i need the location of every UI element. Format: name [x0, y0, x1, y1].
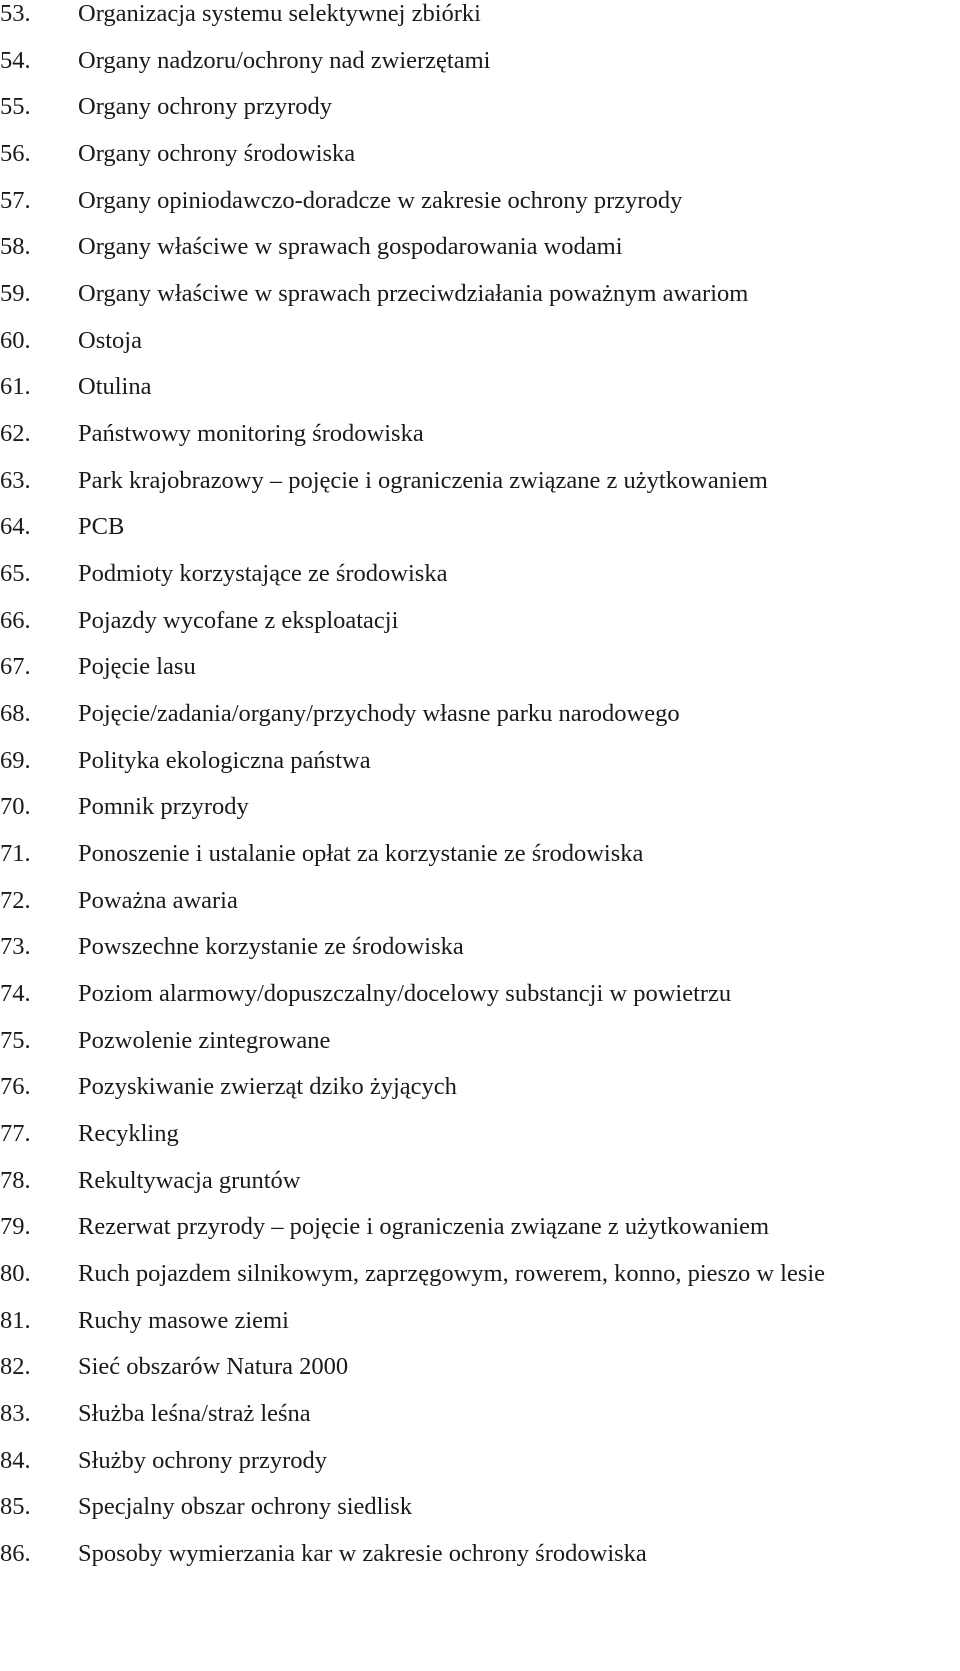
item-text: Pojęcie/zadania/organy/przychody własne parku narodowego: [78, 700, 680, 727]
item-text: Rekultywacja gruntów: [78, 1167, 301, 1194]
list-item: [0, 597, 958, 645]
item-text: Otulina: [78, 373, 152, 400]
item-number: 74.: [0, 980, 31, 1007]
item-number: 66.: [0, 607, 31, 634]
list-item: [0, 690, 958, 738]
list-item: [0, 830, 958, 878]
list-item: [0, 1437, 958, 1485]
list-item: [0, 923, 958, 971]
item-number: 77.: [0, 1120, 31, 1147]
item-number: 73.: [0, 933, 31, 960]
item-number: 60.: [0, 327, 31, 354]
item-text: Organizacja systemu selektywnej zbiórki: [78, 0, 481, 27]
list-item: [0, 37, 958, 85]
item-text: Państwowy monitoring środowiska: [78, 420, 424, 447]
item-number: 70.: [0, 793, 31, 820]
item-number: 65.: [0, 560, 31, 587]
item-text: Specjalny obszar ochrony siedlisk: [78, 1493, 413, 1520]
list-item: [0, 1157, 958, 1205]
item-number: 72.: [0, 887, 31, 914]
list-item: [0, 550, 958, 598]
list-item: [0, 457, 958, 505]
item-text: Sieć obszarów Natura 2000: [78, 1353, 349, 1380]
list-item: [0, 1203, 958, 1251]
item-number: 54.: [0, 47, 31, 74]
item-text: Rezerwat przyrody – pojęcie i ograniczenia związane z użytkowaniem: [78, 1213, 770, 1240]
list-item: [0, 1017, 958, 1065]
item-number: 69.: [0, 747, 31, 774]
item-text: Organy opiniodawczo-doradcze w zakresie ochrony przyrody: [78, 187, 683, 214]
list-item: [0, 1343, 958, 1391]
item-text: Ponoszenie i ustalanie opłat za korzystanie ze środowiska: [78, 840, 644, 867]
item-number: 64.: [0, 513, 31, 540]
list-item: [0, 1390, 958, 1438]
list-item: [0, 1250, 958, 1298]
item-text: Poważna awaria: [78, 887, 238, 914]
item-text: Park krajobrazowy – pojęcie i ograniczenia związane z użytkowaniem: [78, 467, 768, 494]
item-number: 67.: [0, 653, 31, 680]
list-item: [0, 1530, 958, 1578]
item-number: 55.: [0, 93, 31, 120]
item-number: 78.: [0, 1167, 31, 1194]
item-text: Organy właściwe w sprawach przeciwdziałania poważnym awariom: [78, 280, 749, 307]
item-text: Recykling: [78, 1120, 179, 1147]
item-text: Ruchy masowe ziemi: [78, 1307, 289, 1334]
item-number: 85.: [0, 1493, 31, 1520]
list-item: [0, 130, 958, 178]
list-item: [0, 363, 958, 411]
item-text: Służby ochrony przyrody: [78, 1447, 328, 1474]
list-item: [0, 83, 958, 131]
item-number: 71.: [0, 840, 31, 867]
list-item: [0, 737, 958, 785]
item-number: 68.: [0, 700, 31, 727]
list-item: [0, 877, 958, 925]
item-text: Poziom alarmowy/dopuszczalny/docelowy substancji w powietrzu: [78, 980, 732, 1007]
item-number: 84.: [0, 1447, 31, 1474]
item-text: Pomnik przyrody: [78, 793, 249, 820]
item-number: 75.: [0, 1027, 31, 1054]
item-text: Polityka ekologiczna państwa: [78, 747, 371, 774]
item-number: 83.: [0, 1400, 31, 1427]
item-number: 86.: [0, 1540, 31, 1567]
list-item: [0, 643, 958, 691]
item-number: 59.: [0, 280, 31, 307]
list-item: [0, 317, 958, 365]
item-text: Pozyskiwanie zwierząt dziko żyjących: [78, 1073, 457, 1100]
item-text: Ruch pojazdem silnikowym, zaprzęgowym, rowerem, konno, pieszo w lesie: [78, 1260, 826, 1287]
item-number: 61.: [0, 373, 31, 400]
item-number: 58.: [0, 233, 31, 260]
list-item: [0, 1110, 958, 1158]
item-number: 82.: [0, 1353, 31, 1380]
list-item: [0, 1297, 958, 1345]
list-item: [0, 970, 958, 1018]
item-text: Pojęcie lasu: [78, 653, 196, 680]
list-item: [0, 1063, 958, 1111]
item-number: 79.: [0, 1213, 31, 1240]
item-number: 62.: [0, 420, 31, 447]
item-text: Pojazdy wycofane z eksploatacji: [78, 607, 399, 634]
list-item: [0, 223, 958, 271]
item-number: 53.: [0, 0, 31, 27]
item-text: Organy właściwe w sprawach gospodarowania wodami: [78, 233, 623, 260]
list-item: [0, 410, 958, 458]
item-number: 81.: [0, 1307, 31, 1334]
item-number: 63.: [0, 467, 31, 494]
item-text: Organy nadzoru/ochrony nad zwierzętami: [78, 47, 491, 74]
list-item: [0, 503, 958, 551]
item-number: 76.: [0, 1073, 31, 1100]
item-text: Organy ochrony środowiska: [78, 140, 356, 167]
item-text: PCB: [78, 513, 125, 540]
item-text: Pozwolenie zintegrowane: [78, 1027, 331, 1054]
list-item: [0, 783, 958, 831]
item-text: Organy ochrony przyrody: [78, 93, 333, 120]
list-item: [0, 0, 958, 38]
list-item: [0, 177, 958, 225]
item-number: 57.: [0, 187, 31, 214]
item-text: Służba leśna/straż leśna: [78, 1400, 311, 1427]
item-text: Sposoby wymierzania kar w zakresie ochrony środowiska: [78, 1540, 647, 1567]
item-text: Ostoja: [78, 327, 142, 354]
item-text: Podmioty korzystające ze środowiska: [78, 560, 448, 587]
list-item: [0, 1483, 958, 1531]
item-number: 56.: [0, 140, 31, 167]
item-number: 80.: [0, 1260, 31, 1287]
item-text: Powszechne korzystanie ze środowiska: [78, 933, 464, 960]
list-item: [0, 270, 958, 318]
